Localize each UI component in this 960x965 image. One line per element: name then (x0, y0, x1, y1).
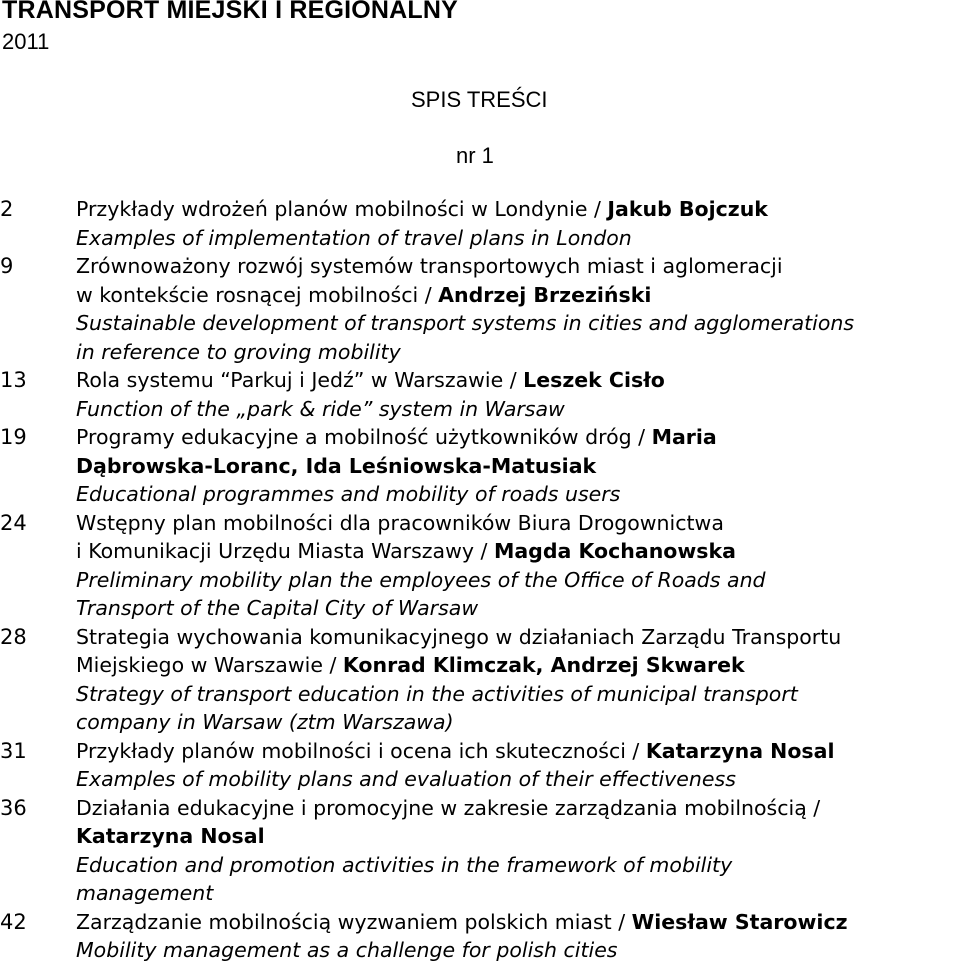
toc-entry-author: Konrad Klimczak, Andrzej Skwarek (342, 653, 745, 677)
toc-list (0, 195, 960, 965)
toc-entry (0, 195, 960, 252)
toc-entry-polish-title-line: Programy edukacyjne a mobilność użytkowników dróg / Maria (76, 425, 717, 449)
toc-entry-body (76, 252, 960, 366)
toc-entry-english-title-line: Educational programmes and mobility of roads users (76, 482, 621, 506)
toc-entry-english-title-line: in reference to groving mobility (76, 339, 401, 364)
toc-entry-author: Dąbrowska-Loranc, Ida Leśniowska-Matusiak (76, 453, 597, 478)
toc-entry-page-number: 19 (0, 425, 27, 449)
toc-entry (0, 509, 960, 623)
toc-entry-author: Katarzyna Nosal (76, 824, 265, 848)
toc-entry-page-number: 42 (0, 909, 27, 934)
toc-entry-english-title-line: Examples of mobility plans and evaluation of their effectiveness (76, 767, 736, 791)
issue-number: nr 1 (456, 143, 494, 168)
toc-entry-body (76, 195, 960, 252)
toc-entry-polish-title-line: Wstępny plan mobilności dla pracowników Biura Drogownictwa (76, 510, 724, 535)
toc-entry-polish-title-line: Przykłady wdrożeń planów mobilności w Londynie / Jakub Bojczuk (76, 197, 768, 221)
toc-entry-author: Wiesław Starowicz (631, 909, 848, 934)
toc-entry (0, 252, 960, 366)
toc-entry-polish-title-line: Strategia wychowania komunikacyjnego w działaniach Zarządu Transportu (76, 624, 842, 649)
toc-entry-author: Andrzej Brzeziński (438, 282, 652, 307)
toc-entry-polish-title-line: i Komunikacji Urzędu Miasta Warszawy / Magda Kochanowska (76, 539, 736, 563)
toc-entry-body (76, 623, 960, 737)
toc-entry-english-title-line: Function of the „park & ride” system in Warsaw (76, 396, 565, 421)
toc-entry-page-number: 24 (0, 510, 27, 535)
toc-entry-polish-title-line: Działania edukacyjne i promocyjne w zakresie zarządzania mobilnością / (76, 795, 821, 820)
toc-entry-english-title-line: Strategy of transport education in the activities of municipal transport (76, 681, 798, 706)
toc-entry-polish-title-line: w kontekście rosnącej mobilności / Andrzej Brzeziński (76, 282, 652, 307)
toc-entry-body (76, 908, 960, 965)
toc-entry-page-number: 2 (0, 197, 14, 221)
toc-entry-english-title-line: Examples of implementation of travel plans in London (76, 225, 632, 250)
toc-entry-author: Jakub Bojczuk (607, 197, 768, 221)
toc-entry (0, 423, 960, 509)
toc-entry-english-title-line: management (76, 881, 214, 905)
toc-entry-english-title-line: Preliminary mobility plan the employees of the Office of Roads and (76, 567, 766, 592)
journal-title: TRANSPORT MIEJSKI I REGIONALNY (2, 0, 459, 24)
toc-entry-polish-title-line: Przykłady planów mobilności i ocena ich skuteczności / Katarzyna Nosal (76, 738, 835, 763)
toc-entry-page-number: 28 (0, 624, 27, 649)
toc-entry-body (76, 509, 960, 623)
toc-entry-polish-title-line: Miejskiego w Warszawie / Konrad Klimczak, Andrzej Skwarek (76, 653, 745, 677)
toc-heading: SPIS TREŚCI (411, 87, 548, 112)
publication-year: 2011 (2, 29, 50, 54)
toc-entry-polish-title-line: Zrównoważony rozwój systemów transportowych miast i aglomeracji (76, 254, 783, 278)
toc-entry-author: Katarzyna Nosal (645, 738, 835, 763)
toc-entry-author: Leszek Cisło (523, 368, 665, 392)
toc-entry-body (76, 737, 960, 794)
toc-entry-english-title-line: Transport of the Capital City of Warsaw (76, 596, 479, 620)
toc-entry-body (76, 423, 960, 509)
toc-entry (0, 366, 960, 423)
toc-entry (0, 737, 960, 794)
toc-entry-page-number: 31 (0, 738, 27, 763)
toc-entry (0, 623, 960, 737)
toc-entry (0, 908, 960, 965)
toc-entry-body (76, 366, 960, 423)
toc-entry-english-title-line: Sustainable development of transport systems in cities and agglomerations (76, 311, 855, 335)
toc-entry-page-number: 36 (0, 795, 27, 820)
toc-entry-page-number: 9 (0, 254, 14, 278)
toc-entry-author: Magda Kochanowska (493, 539, 736, 563)
toc-entry-english-title-line: Education and promotion activities in the framework of mobility (76, 852, 733, 877)
toc-entry-english-title-line: company in Warsaw (ztm Warszawa) (76, 710, 454, 734)
toc-entry (0, 794, 960, 908)
toc-entry-body (76, 794, 960, 908)
toc-entry-page-number: 13 (0, 368, 27, 392)
toc-entry-english-title-line: Mobility management as a challenge for polish cities (76, 938, 618, 962)
toc-entry-polish-title-line: Rola systemu “Parkuj i Jedź” w Warszawie / Leszek Cisło (76, 368, 665, 392)
toc-entry-polish-title-line: Zarządzanie mobilnością wyzwaniem polskich miast / Wiesław Starowicz (76, 909, 848, 934)
toc-entry-author: Maria (651, 425, 717, 449)
